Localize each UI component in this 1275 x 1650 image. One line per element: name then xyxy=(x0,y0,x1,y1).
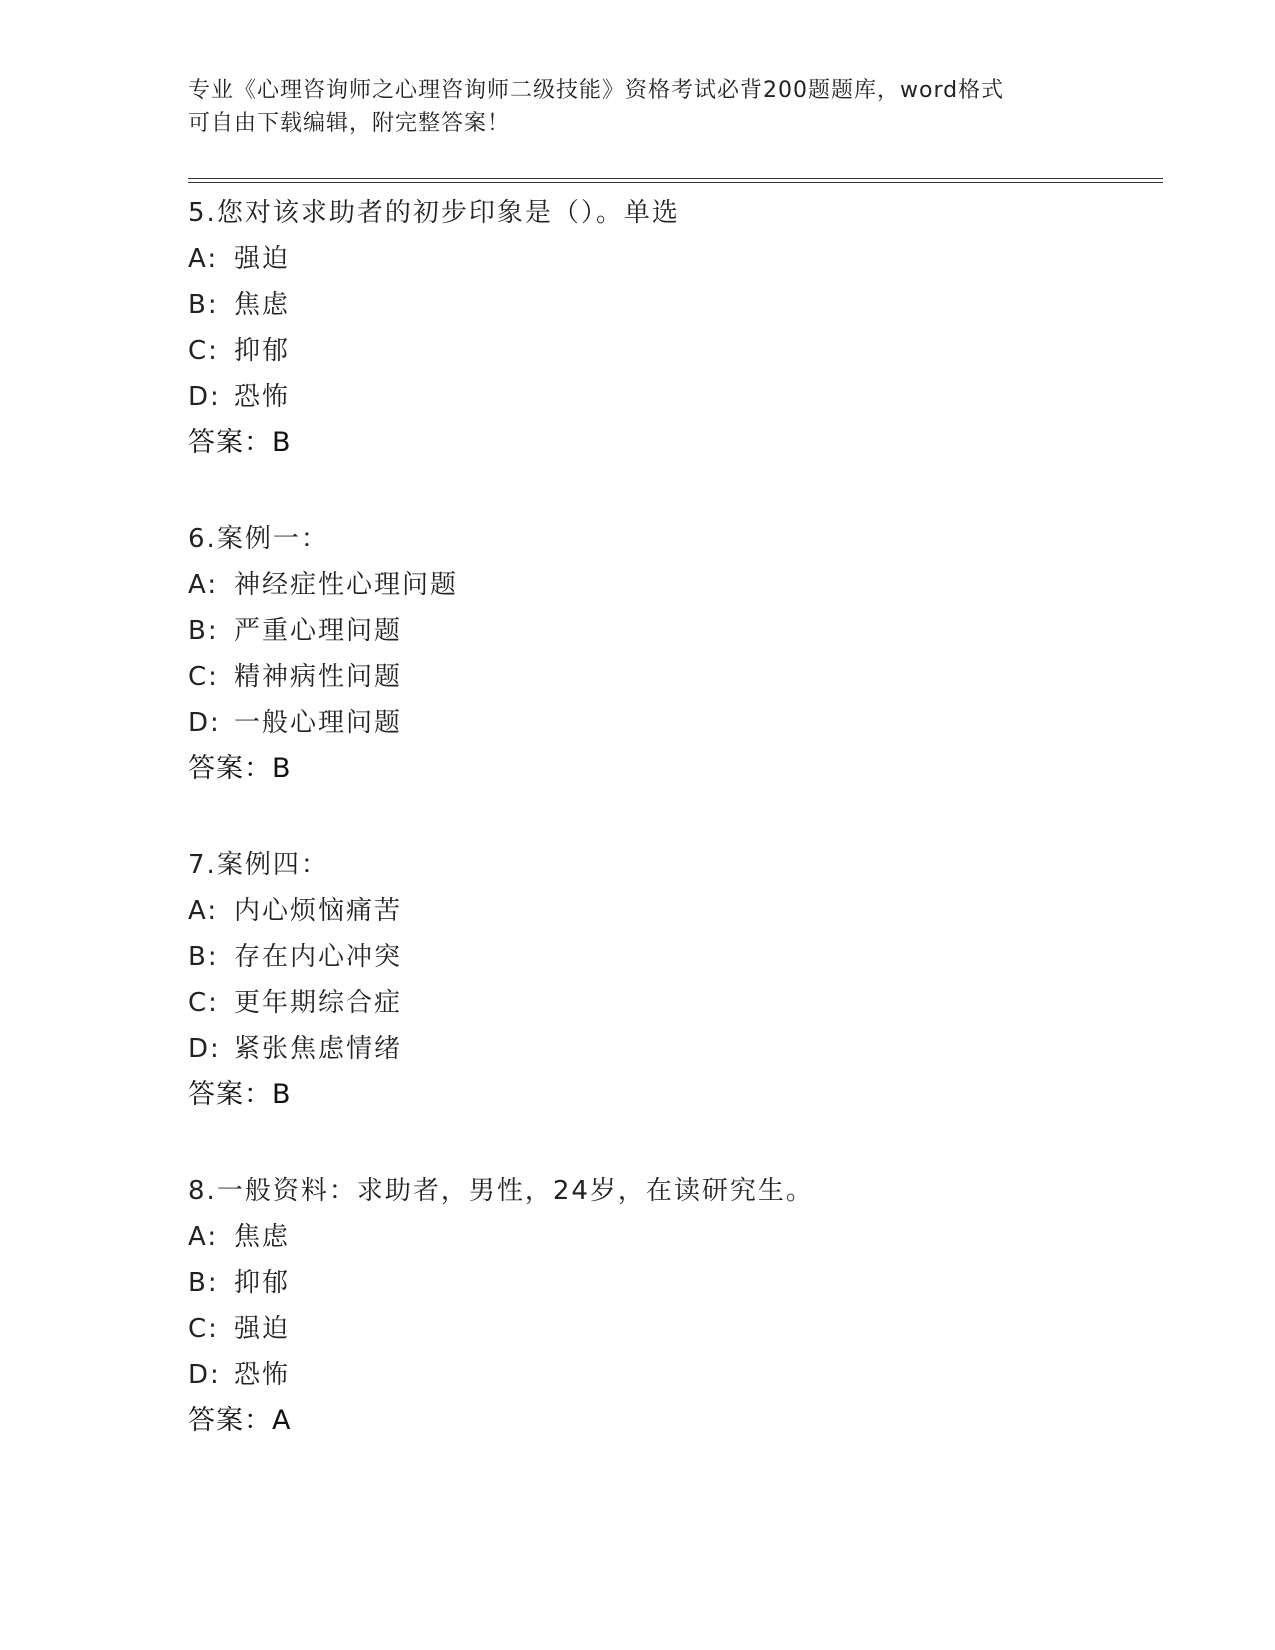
question-6 xyxy=(188,516,1163,792)
option-c xyxy=(188,1306,1163,1352)
option-text: 抑郁 xyxy=(234,336,291,366)
option-a xyxy=(188,562,1163,608)
question-number: 8. xyxy=(188,1176,217,1206)
answer-line: 答案：B xyxy=(188,753,292,784)
divider-line-top xyxy=(188,178,1163,179)
option-text: 恐怖 xyxy=(234,1360,291,1390)
option-text: 紧张焦虑情绪 xyxy=(234,1034,403,1064)
option-letter: D: xyxy=(188,708,221,738)
question-7 xyxy=(188,842,1163,1118)
option-b xyxy=(188,282,1163,328)
question-5 xyxy=(188,190,1163,466)
question-number: 5. xyxy=(188,198,217,228)
option-text: 抑郁 xyxy=(234,1268,291,1298)
option-b xyxy=(188,608,1163,654)
option-a xyxy=(188,888,1163,934)
option-c xyxy=(188,654,1163,700)
option-text: 强迫 xyxy=(234,1314,291,1344)
header-title-line-1: 专业《心理咨询师之心理咨询师二级技能》资格考试必背200题题库，word格式 xyxy=(188,78,1005,103)
option-text: 一般心理问题 xyxy=(234,708,403,738)
option-letter: A: xyxy=(188,244,219,274)
option-d xyxy=(188,1026,1163,1072)
question-stem xyxy=(188,516,1163,562)
question-text: 一般资料：求助者，男性，24岁，在读研究生。 xyxy=(216,1176,814,1206)
option-letter: A: xyxy=(188,1222,219,1252)
option-text: 严重心理问题 xyxy=(234,616,403,646)
option-b xyxy=(188,1260,1163,1306)
option-text: 强迫 xyxy=(234,244,291,274)
option-text: 恐怖 xyxy=(234,382,291,412)
option-b xyxy=(188,934,1163,980)
question-stem xyxy=(188,190,1163,236)
option-letter: A: xyxy=(188,896,219,926)
option-letter: B: xyxy=(188,942,219,972)
option-text: 精神病性问题 xyxy=(234,662,403,692)
option-letter: B: xyxy=(188,616,219,646)
option-letter: C: xyxy=(188,336,219,366)
question-number: 6. xyxy=(188,524,217,554)
question-number: 7. xyxy=(188,850,217,880)
question-stem xyxy=(188,842,1163,888)
option-c xyxy=(188,980,1163,1026)
option-text: 更年期综合症 xyxy=(234,988,403,1018)
option-letter: D: xyxy=(188,1360,221,1390)
question-list xyxy=(188,190,1163,1494)
option-letter: A: xyxy=(188,570,219,600)
option-text: 神经症性心理问题 xyxy=(234,570,459,600)
option-letter: C: xyxy=(188,662,219,692)
question-text: 案例四： xyxy=(216,850,329,880)
option-letter: D: xyxy=(188,1034,221,1064)
document-header xyxy=(188,74,1088,140)
question-text: 您对该求助者的初步印象是（）。单选 xyxy=(216,198,680,228)
option-letter: C: xyxy=(188,988,219,1018)
option-text: 内心烦恼痛苦 xyxy=(234,896,403,926)
option-letter: B: xyxy=(188,1268,219,1298)
question-text: 案例一： xyxy=(216,524,329,554)
answer-line: 答案：A xyxy=(188,1405,292,1436)
option-text: 焦虑 xyxy=(234,1222,291,1252)
header-divider xyxy=(188,178,1163,183)
option-letter: B: xyxy=(188,290,219,320)
answer-line: 答案：B xyxy=(188,1079,292,1110)
option-text: 存在内心冲突 xyxy=(234,942,403,972)
question-stem xyxy=(188,1168,1163,1214)
question-8 xyxy=(188,1168,1163,1444)
divider-line-bottom xyxy=(188,182,1163,183)
option-a xyxy=(188,236,1163,282)
option-d xyxy=(188,374,1163,420)
option-d xyxy=(188,700,1163,746)
option-letter: C: xyxy=(188,1314,219,1344)
answer-line: 答案：B xyxy=(188,427,292,458)
option-c xyxy=(188,328,1163,374)
option-a xyxy=(188,1214,1163,1260)
header-title-line-2: 可自由下载编辑，附完整答案！ xyxy=(188,111,511,136)
option-text: 焦虑 xyxy=(234,290,291,320)
option-letter: D: xyxy=(188,382,221,412)
option-d xyxy=(188,1352,1163,1398)
